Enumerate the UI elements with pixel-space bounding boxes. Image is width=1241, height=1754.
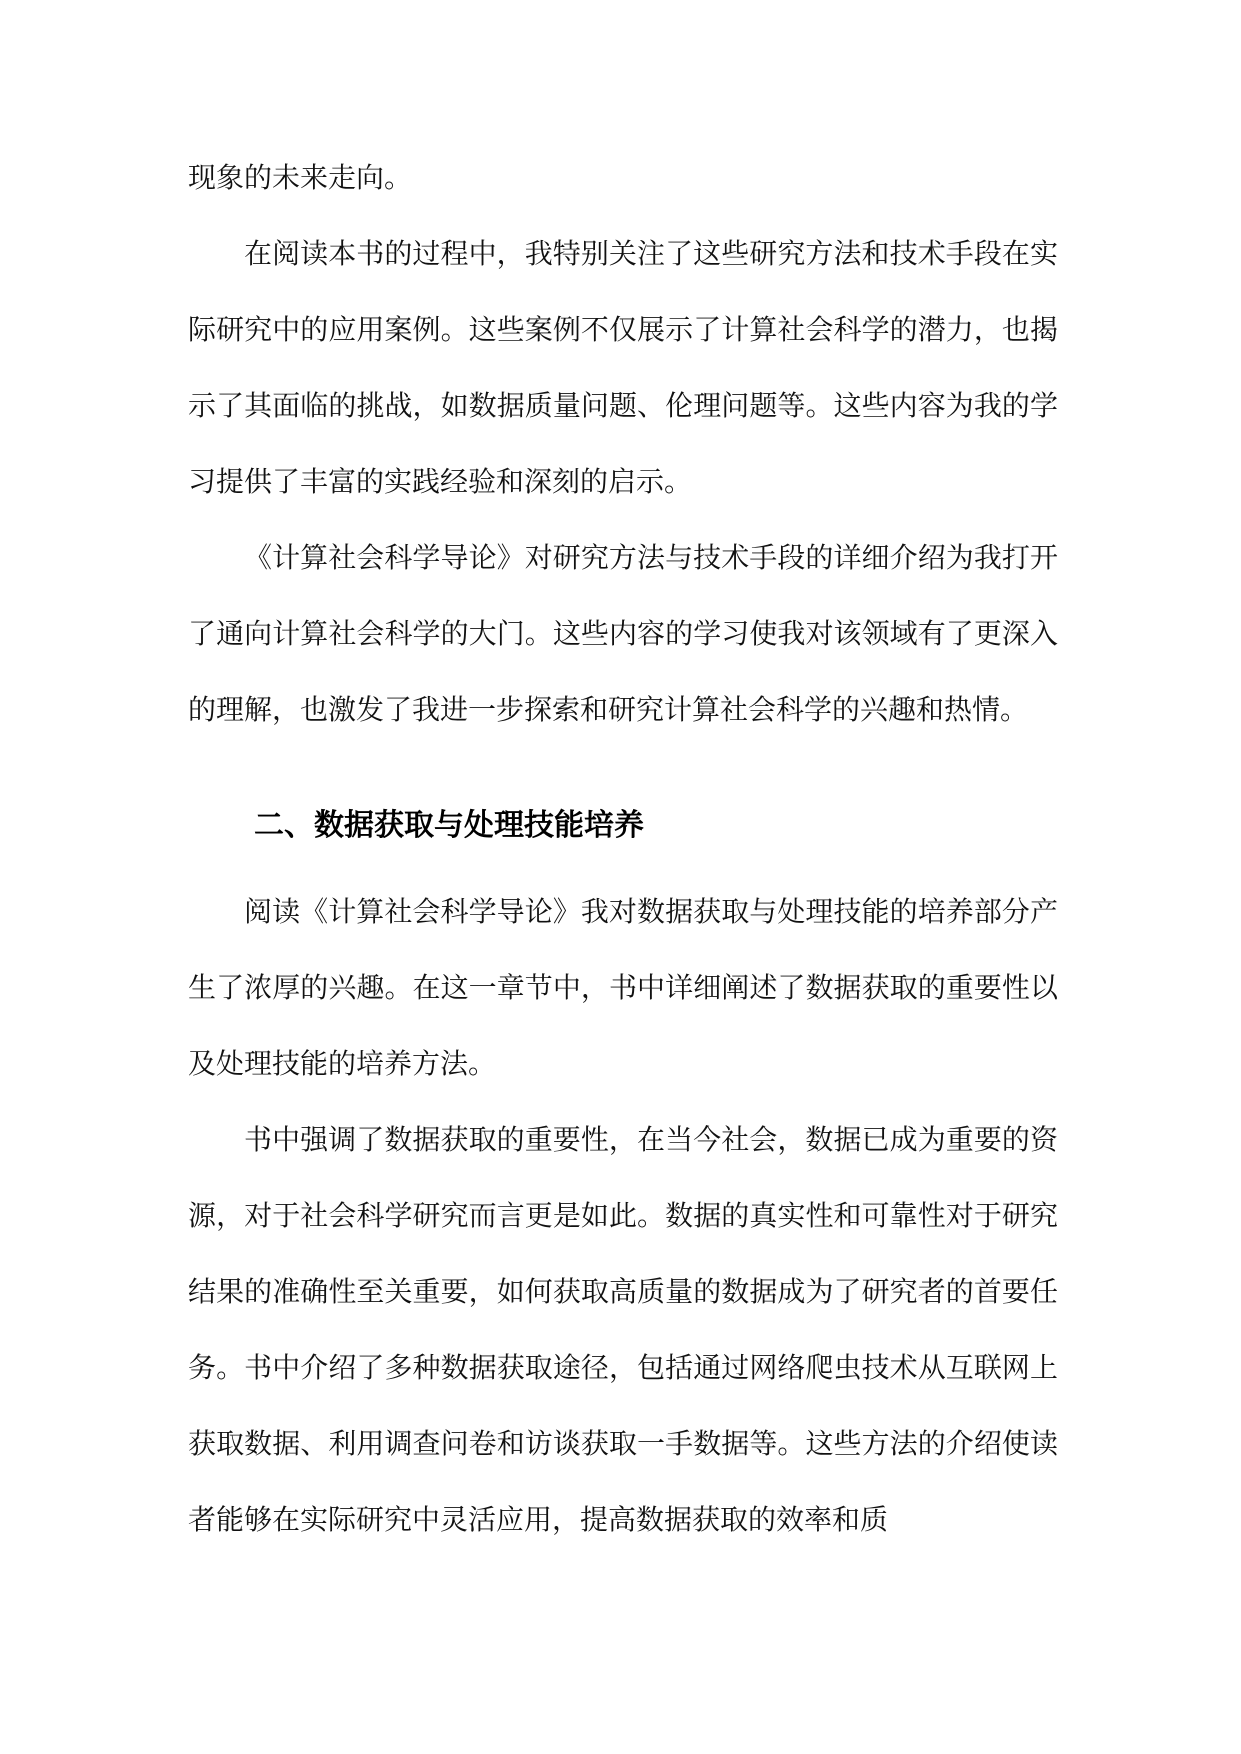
section-heading: 二、数据获取与处理技能培养 bbox=[254, 808, 644, 843]
paragraph-data-skills-interest: 阅读《计算社会科学导论》我对数据获取与处理技能的培养部分产生了浓厚的兴趣。在这一章节中，书中详细阐述了数据获取的重要性以及处理技能的培养方法。 bbox=[188, 895, 1058, 1080]
document-body bbox=[188, 140, 1058, 1558]
paragraph-continuation: 现象的未来走向。 bbox=[188, 161, 413, 194]
paragraph-research-cases: 在阅读本书的过程中，我特别关注了这些研究方法和技术手段在实际研究中的应用案例。这些案例不仅展示了计算社会科学的潜力，也揭示了其面临的挑战，如数据质量问题、伦理问题等。这些内容为我的学习提供了丰富的实践经验和深刻的启示。 bbox=[188, 237, 1058, 498]
paragraph-book-intro-summary: 《计算社会科学导论》对研究方法与技术手段的详细介绍为我打开了通向计算社会科学的大门。这些内容的学习使我对该领域有了更深入的理解，也激发了我进一步探索和研究计算社会科学的兴趣和热情。 bbox=[188, 541, 1058, 726]
paragraph-data-acquisition-importance: 书中强调了数据获取的重要性，在当今社会，数据已成为重要的资源，对于社会科学研究而言更是如此。数据的真实性和可靠性对于研究结果的准确性至关重要，如何获取高质量的数据成为了研究者的首要任务。书中介绍了多种数据获取途径，包括通过网络爬虫技术从互联网上获取数据、利用调查问卷和访谈获取一手数据等。这些方法的介绍使读者能够在实际研究中灵活应用，提高数据获取的效率和质 bbox=[188, 1123, 1058, 1536]
